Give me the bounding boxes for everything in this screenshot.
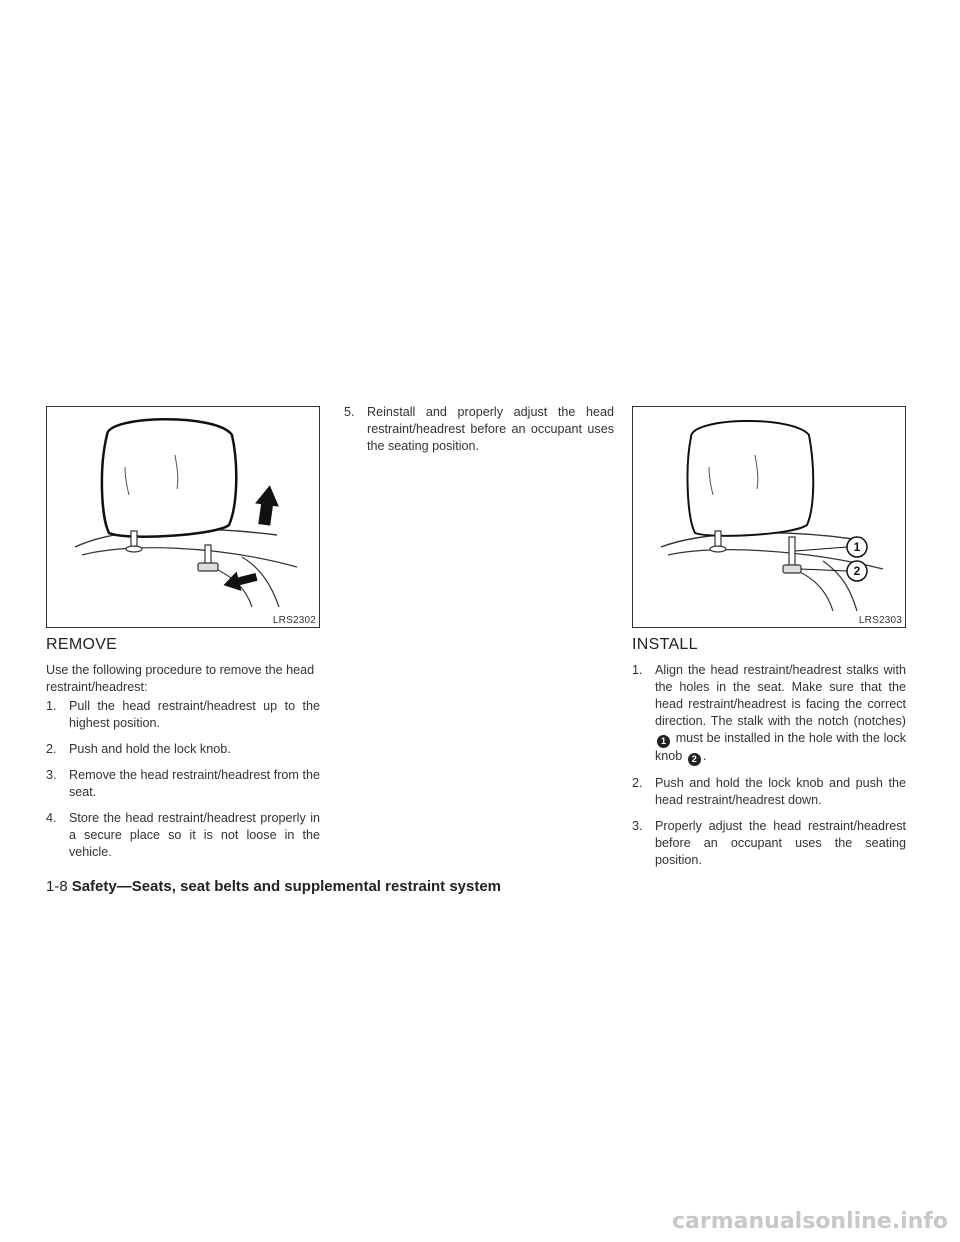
step-text: Push and hold the lock knob and push the head restraint/headrest down. [655,776,906,807]
step-text: Properly adjust the head restraint/headrest before an occupant uses the seating position. [655,819,906,867]
page-number: 1-8 [46,878,68,895]
list-item [632,775,906,809]
headrest-install-illustration [633,407,907,629]
remove-intro: Use the following procedure to remove the head restraint/headrest: [46,663,315,694]
step-text: Push and hold the lock knob. [69,742,231,756]
step-number: 1. [632,663,643,677]
figure-install [632,406,906,628]
step-number: 5. [344,405,355,419]
step-number: 3. [46,768,57,782]
headrest-remove-illustration [47,407,321,629]
step-number: 4. [46,811,57,825]
step-text [655,662,906,766]
figure-code: LRS2302 [272,615,316,626]
step-text-part: must be installed in the hole with the lock knob [655,731,907,763]
callout-1-label: 1 [853,540,861,554]
figure-code: LRS2303 [858,615,902,626]
list-item [46,810,320,861]
remove-steps-col2 [344,404,614,464]
list-item [46,767,320,801]
step-number: 2. [632,776,643,790]
step-text: Remove the head restraint/headrest from the seat. [69,768,320,799]
callout-2-marker: 2 [688,753,701,766]
list-item [632,818,906,869]
section-heading-remove: REMOVE [46,636,118,653]
step-text-part: Align the head restraint/headrest stalks with the holes in the seat. Make sure that the head restraint/headrest is facing the correct direction. The stalk with the notch (notches) [655,663,906,728]
page-footer [46,878,501,895]
callout-1-marker: 1 [657,735,670,748]
step-text: Store the head restraint/headrest properly in a secure place so it is not loose in the vehicle. [69,811,320,859]
list-item [46,698,320,732]
section-heading-install: INSTALL [632,636,698,653]
remove-steps-col1 [46,698,320,870]
chapter-title: Safety—Seats, seat belts and supplemental restraint system [71,878,502,895]
step-text: Pull the head restraint/headrest up to the highest position. [69,699,320,730]
callout-2-label: 2 [853,564,861,578]
step-number: 3. [632,819,643,833]
list-item [344,404,614,455]
install-steps [632,662,906,878]
watermark: carmanualsonline.info [672,1209,948,1234]
step-text: Reinstall and properly adjust the head restraint/headrest before an occupant uses the seating position. [367,405,614,453]
list-item [46,741,320,758]
step-text-part: . [702,749,707,763]
step-number: 2. [46,742,57,756]
list-item [632,662,906,766]
step-number: 1. [46,699,57,713]
figure-remove [46,406,320,628]
